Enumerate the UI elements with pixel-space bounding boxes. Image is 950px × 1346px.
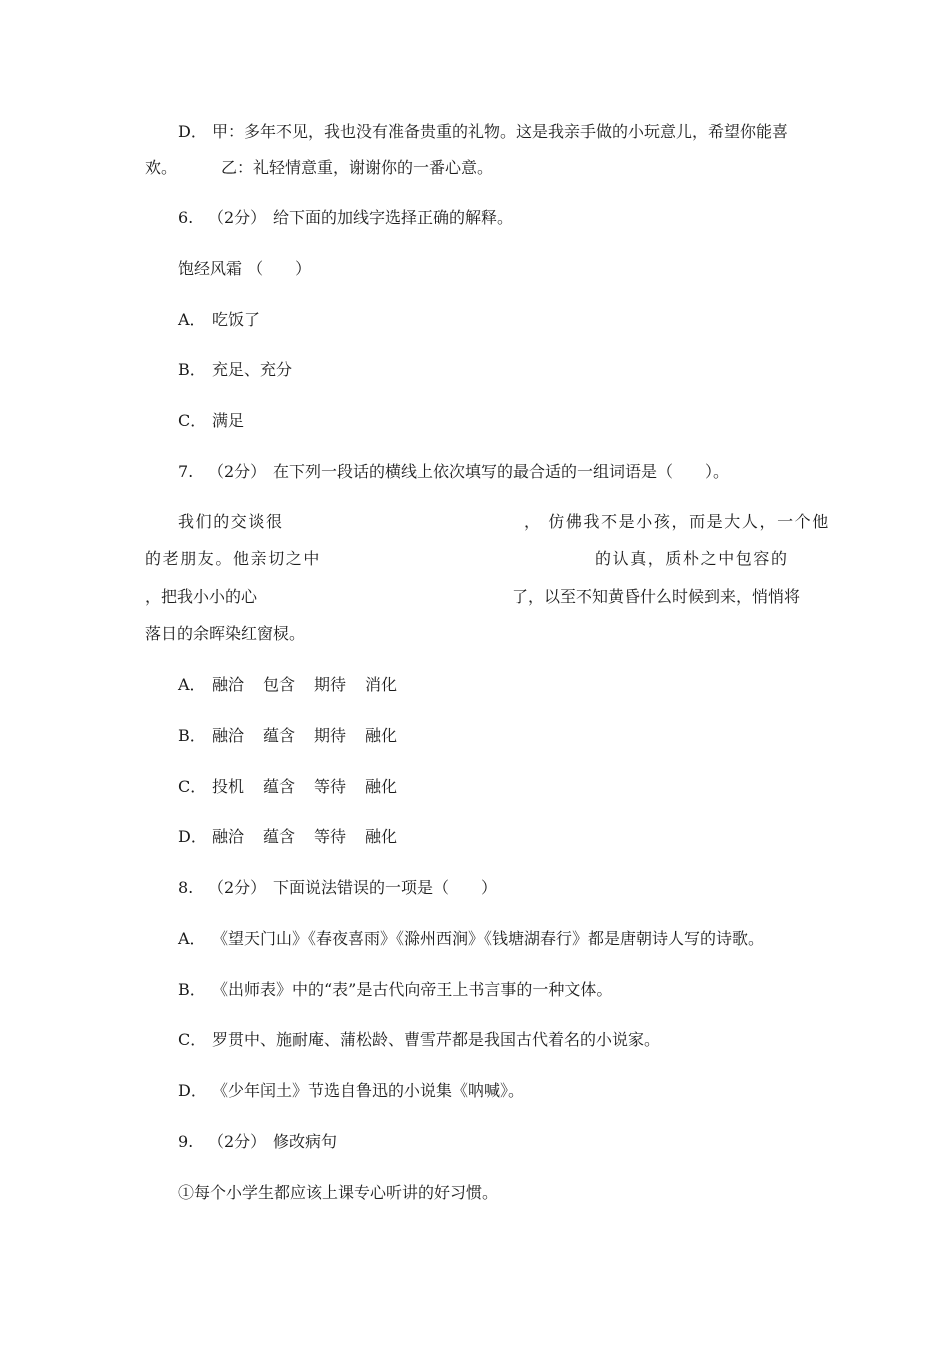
question-number: 8. bbox=[178, 878, 194, 897]
q7-passage-line-3-rest: 了，以至不知黄昏什么时候到来，悄悄将 bbox=[512, 587, 801, 606]
option-word: 蕴含 bbox=[263, 777, 296, 796]
option-label: B． bbox=[178, 360, 206, 379]
q6-option-b bbox=[178, 360, 292, 380]
q6-option-c bbox=[178, 411, 244, 431]
question-prompt: 下面说法错误的一项是（ ） bbox=[273, 878, 498, 897]
option-label: B． bbox=[178, 980, 206, 999]
option-word: 等待 bbox=[314, 777, 347, 796]
option-label: A． bbox=[178, 929, 206, 948]
option-label: B． bbox=[178, 726, 206, 745]
option-text: 罗贯中、施耐庵、蒲松龄、曹雪芹都是我国古代着名的小说家。 bbox=[212, 1030, 661, 1049]
question-prompt: 修改病句 bbox=[273, 1132, 338, 1151]
option-word: 融化 bbox=[365, 726, 398, 745]
option-word: 融化 bbox=[365, 777, 398, 796]
option-reply: 乙：礼轻情意重，谢谢你的一番心意。 bbox=[221, 158, 494, 177]
q8-option-a bbox=[178, 929, 764, 949]
option-word: 融洽 bbox=[212, 827, 245, 846]
question-number: 7. bbox=[178, 462, 194, 481]
option-label: D． bbox=[178, 122, 207, 141]
q7-passage-line-4: 落日的余晖染红窗棂。 bbox=[145, 624, 306, 643]
option-label: C． bbox=[178, 1030, 207, 1049]
question-7 bbox=[178, 462, 729, 482]
question-score: （2分） bbox=[208, 1132, 267, 1151]
question-9 bbox=[178, 1132, 337, 1152]
q7-passage-line-1: 我们的交谈很 bbox=[178, 512, 284, 531]
option-text: 《望天门山》《春夜喜雨》《滁州西涧》《钱塘湖春行》都是唐朝诗人写的诗歌。 bbox=[212, 929, 765, 948]
option-text: 《少年闰土》节选自鲁迅的小说集《呐喊》。 bbox=[212, 1081, 525, 1100]
q6-phrase: 饱经风霜 （ ） bbox=[178, 259, 312, 278]
option-label: C． bbox=[178, 777, 207, 796]
q7-passage-line-3: ，把我小小的心 bbox=[145, 587, 258, 606]
question-number: 9. bbox=[178, 1132, 194, 1151]
option-word: 蕴含 bbox=[263, 726, 296, 745]
option-word: 蕴含 bbox=[263, 827, 296, 846]
q5-option-d bbox=[178, 122, 788, 142]
option-word: 期待 bbox=[314, 726, 347, 745]
q6-option-a bbox=[178, 310, 260, 330]
question-score: （2分） bbox=[208, 462, 267, 481]
q7-passage-line-2: 的老朋友。他亲切之中 bbox=[145, 549, 322, 568]
option-word: 消化 bbox=[365, 675, 398, 694]
question-number: 6. bbox=[178, 208, 194, 227]
option-label: A． bbox=[178, 675, 206, 694]
question-6 bbox=[178, 208, 513, 228]
question-score: （2分） bbox=[208, 208, 267, 227]
option-text: 甲：多年不见，我也没有准备贵重的礼物。这是我亲手做的小玩意儿，希望你能喜 bbox=[212, 122, 789, 141]
q8-option-d bbox=[178, 1081, 524, 1101]
q8-option-b bbox=[178, 980, 612, 1000]
q5-option-d-continued bbox=[145, 158, 493, 178]
option-text-end: 欢。 bbox=[145, 158, 178, 177]
option-word: 融化 bbox=[365, 827, 398, 846]
question-prompt: 在下列一段话的横线上依次填写的最合适的一组词语是（ ）。 bbox=[273, 462, 730, 481]
question-score: （2分） bbox=[208, 878, 267, 897]
option-text: 充足、充分 bbox=[212, 360, 293, 379]
q7-option-c bbox=[178, 777, 416, 797]
option-text: 吃饭了 bbox=[212, 310, 261, 329]
q7-option-a bbox=[178, 675, 416, 695]
option-label: D． bbox=[178, 1081, 207, 1100]
option-word: 融洽 bbox=[212, 675, 245, 694]
option-text: 满足 bbox=[212, 411, 245, 430]
option-word: 包含 bbox=[263, 675, 296, 694]
option-word: 期待 bbox=[314, 675, 347, 694]
option-label: D． bbox=[178, 827, 207, 846]
option-label: C． bbox=[178, 411, 207, 430]
question-8 bbox=[178, 878, 497, 898]
option-word: 投机 bbox=[212, 777, 245, 796]
option-text: 《出师表》中的“表”是古代向帝王上书言事的一种文体。 bbox=[212, 980, 613, 999]
q7-passage-line-2-rest: 的认真，质朴之中包容的 bbox=[595, 549, 789, 568]
option-word: 融洽 bbox=[212, 726, 245, 745]
q8-option-c bbox=[178, 1030, 660, 1050]
option-word: 等待 bbox=[314, 827, 347, 846]
q7-option-d bbox=[178, 827, 416, 847]
question-prompt: 给下面的加线字选择正确的解释。 bbox=[273, 208, 514, 227]
q7-passage-line-1-rest: ， 仿佛我不是小孩，而是大人，一个他 bbox=[524, 512, 830, 531]
q9-item-1: ①每个小学生都应该上课专心听讲的好习惯。 bbox=[178, 1183, 499, 1202]
option-label: A． bbox=[178, 310, 206, 329]
q7-option-b bbox=[178, 726, 416, 746]
